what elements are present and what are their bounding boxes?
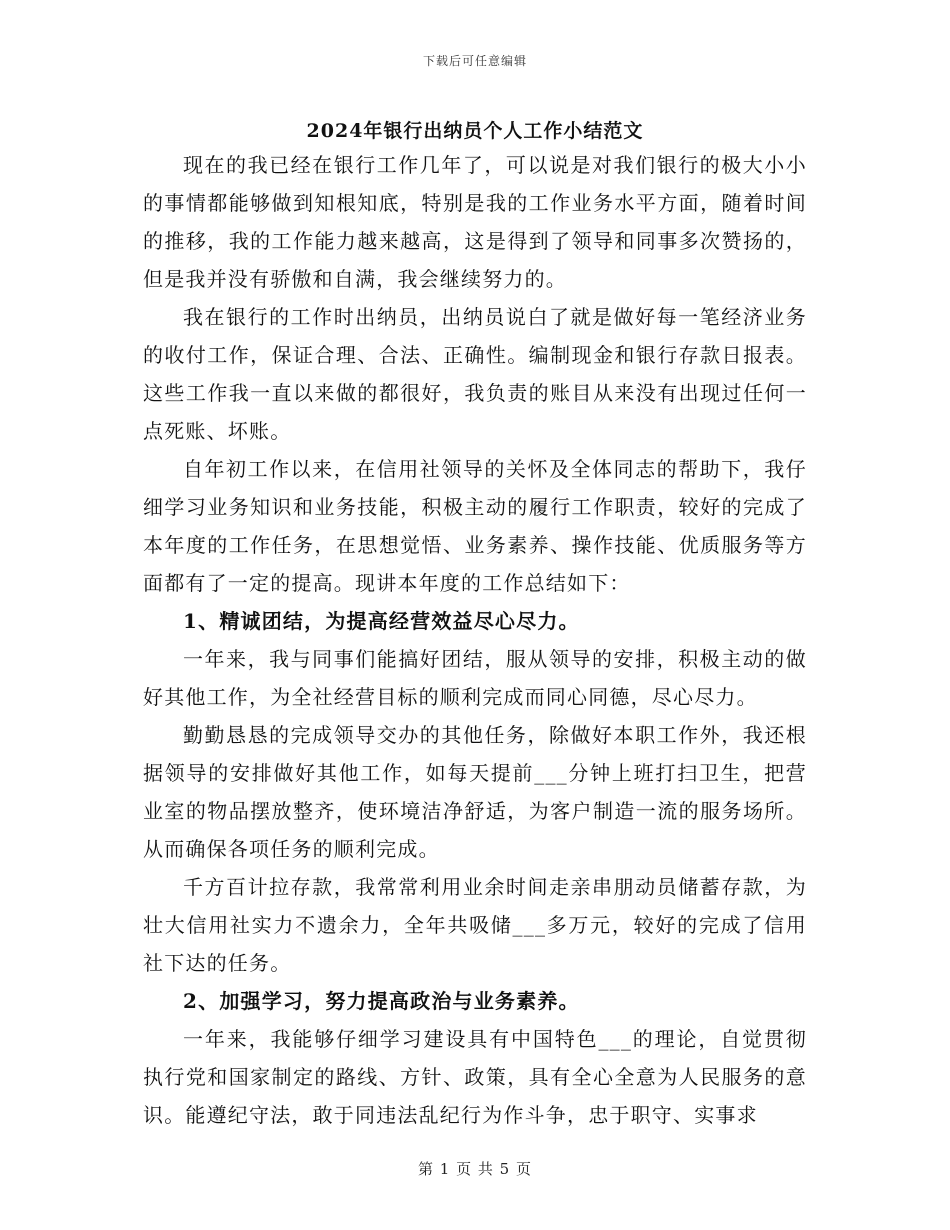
paragraph-teamwork: 一年来，我与同事们能搞好团结，服从领导的安排，积极主动的做好其他工作，为全社经营目标的顺利完成而同心同德，尽心尽力。 (143, 647, 807, 709)
paragraph-intro: 现在的我已经在银行工作几年了，可以说是对我们银行的极大小小的事情都能够做到知根知底，特别是我的工作业务水平方面，随着时间的推移，我的工作能力越来越高，这是得到了领导和同事多次赞扬的，但是我并没有骄傲和自满，我会继续努力的。 (143, 153, 807, 291)
paragraph-study: 一年来，我能够仔细学习建设具有中国特色___的理论，自觉贯彻执行党和国家制定的路线、方针、政策，具有全心全意为人民服务的意识。能遵纪守法，敢于同违法乱纪行为作斗争，忠于职守、实事求 (143, 1027, 807, 1127)
page-header-note: 下载后可任意编辑 (422, 54, 527, 68)
section-heading-2: 2、加强学习，努力提高政治与业务素养。 (183, 989, 580, 1013)
page-number-footer: 第 1 页 共 5 页 (418, 1160, 532, 1178)
paragraph-duties: 我在银行的工作时出纳员，出纳员说白了就是做好每一笔经济业务的收付工作，保证合理、合法、正确性。编制现金和银行存款日报表。这些工作我一直以来做的都很好，我负责的账目从来没有出现过任何一点死账、坏账。 (143, 305, 807, 443)
section-heading-1: 1、精诚团结，为提高经营效益尽心尽力。 (183, 609, 580, 633)
paragraph-deposits: 千方百计拉存款，我常常利用业余时间走亲串朋动员储蓄存款，为壮大信用社实力不遗余力，全年共吸储___多万元，较好的完成了信用社下达的任务。 (143, 875, 807, 975)
document-title: 2024年银行出纳员个人工作小结范文 (306, 120, 644, 142)
paragraph-other-tasks: 勤勤恳恳的完成领导交办的其他任务，除做好本职工作外，我还根据领导的安排做好其他工作，如每天提前___分钟上班打扫卫生，把营业室的物品摆放整齐，使环境洁净舒适，为客户制造一流的服务场所。从而确保各项任务的顺利完成。 (143, 723, 807, 861)
document-body (143, 146, 807, 1134)
paragraph-summary-intro: 自年初工作以来，在信用社领导的关怀及全体同志的帮助下，我仔细学习业务知识和业务技能，积极主动的履行工作职责，较好的完成了本年度的工作任务，在思想觉悟、业务素养、操作技能、优质服务等方面都有了一定的提高。现讲本年度的工作总结如下： (143, 457, 807, 595)
